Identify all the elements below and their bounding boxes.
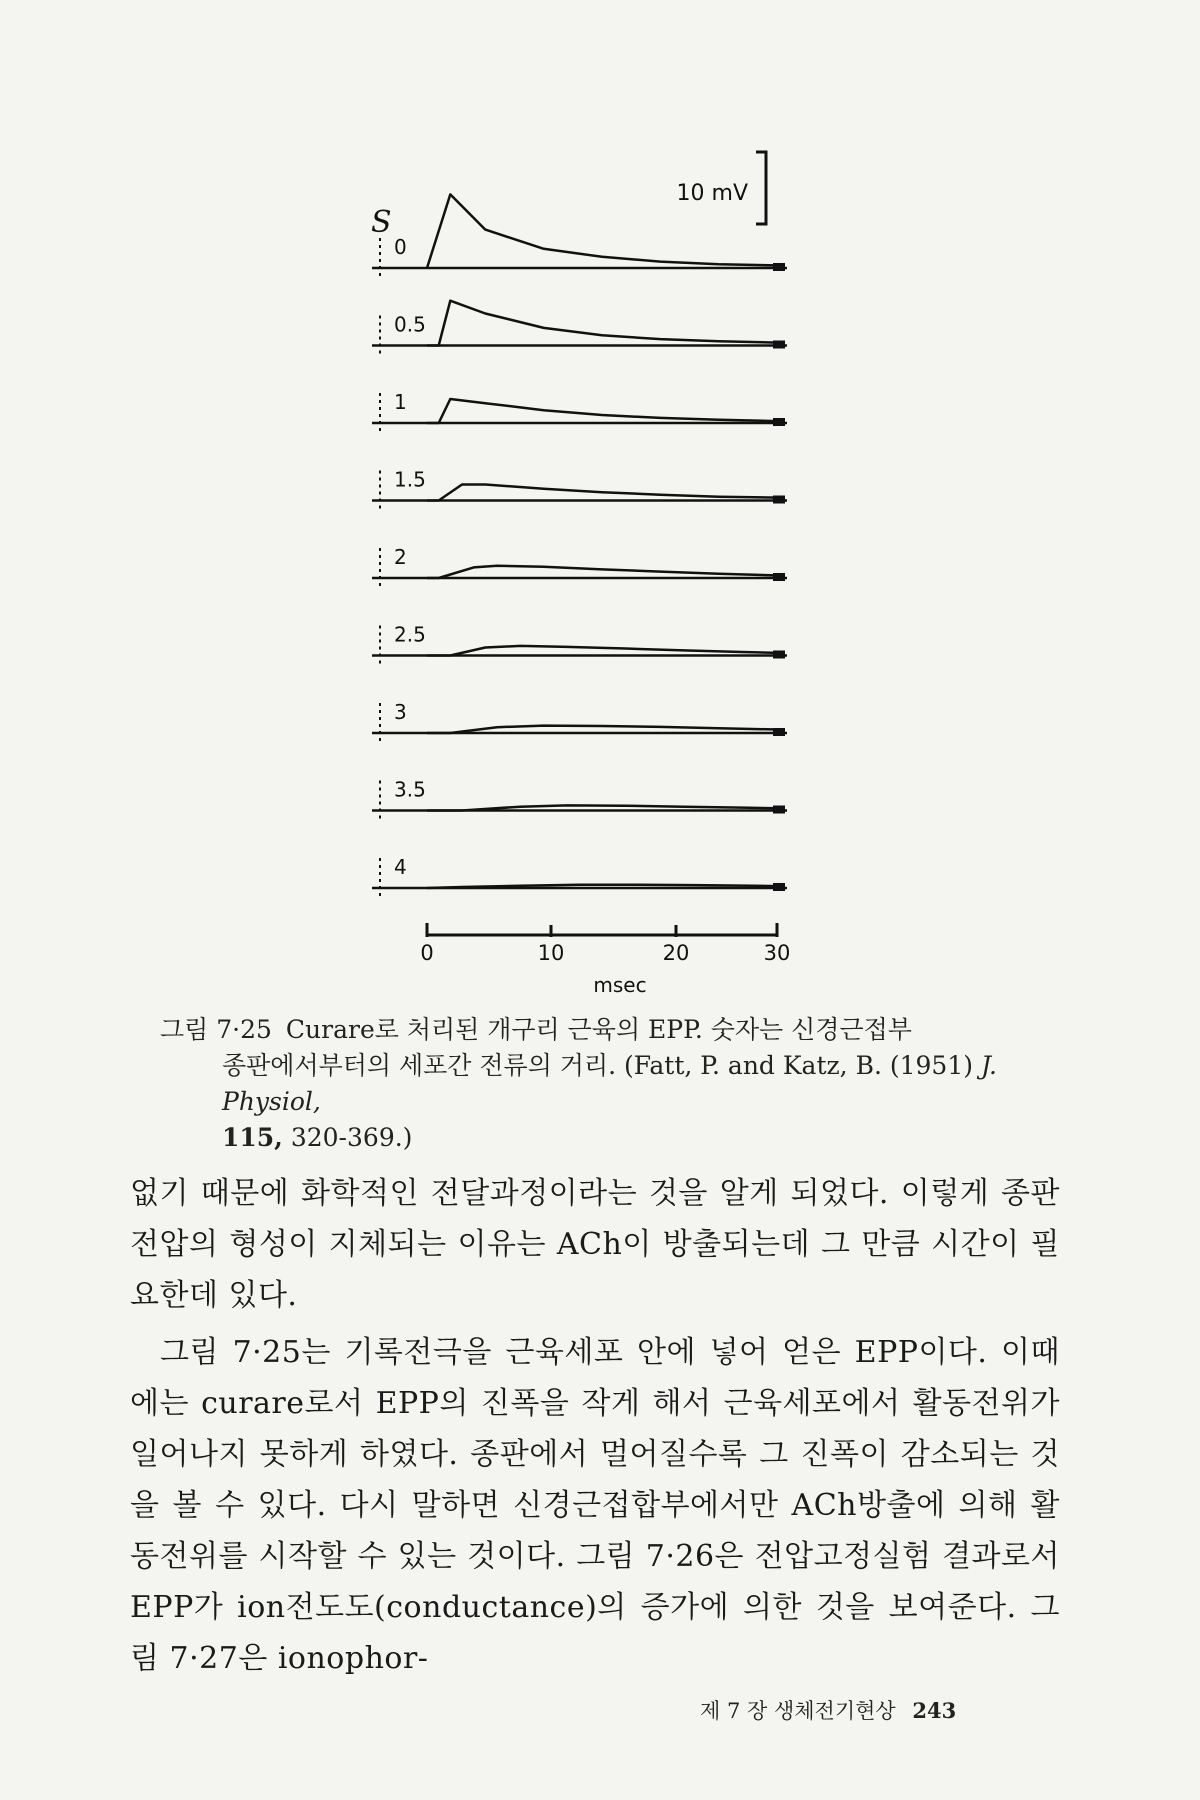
body-text xyxy=(130,1168,1060,1684)
x-tick-label: 10 xyxy=(537,941,565,965)
page-footer xyxy=(700,1695,956,1725)
caption-label: 그림 7·25 xyxy=(160,1015,272,1044)
caption-line1: Curare로 처리된 개구리 근육의 EPP. 숫자는 신경근접부 xyxy=(285,1015,912,1044)
trace-end-mark xyxy=(773,573,785,581)
scale-bar xyxy=(677,152,766,224)
trace-end-mark xyxy=(773,418,785,426)
trace-end-mark xyxy=(773,728,785,736)
x-tick-label: 0 xyxy=(420,941,434,965)
trace-distance-label: 1 xyxy=(394,390,407,414)
stimulus-label: S xyxy=(371,205,392,240)
trace-end-mark xyxy=(773,651,785,659)
epp-trace-2 xyxy=(427,566,777,578)
paragraph: 없기 때문에 화학적인 전달과정이라는 것을 알게 되었다. 이렇게 종판전압의 형성이 지체되는 이유는 ACh이 방출되는데 그 만큼 시간이 필요한데 있다. xyxy=(130,1176,1060,1313)
epp-trace-0-5 xyxy=(427,301,777,346)
x-axis-label: msec xyxy=(593,973,647,997)
trace-distance-label: 1.5 xyxy=(394,467,426,492)
paragraph: 그림 7·25는 기록전극을 근육세포 안에 넣어 얻은 EPP이다. 이때에는 curare로서 EPP의 진폭을 작게 해서 근육세포에서 활동전위가 일어나지 못하게 하였다. 종판에서 멀어질수록 그 진폭이 감소되는 것을 볼 수 있다. 다시 말하면 신경근접합부에서만 ACh방출에 의해 활동전위를 시작할 수 있는 것이다. 그림 7·26은 전압고정실험 결과로서 EPP가 ion전도도(conductance)의 증가에 의한 것을 보여준다. 그림 7·27은 ionophor- xyxy=(130,1335,1060,1676)
x-tick-label: 30 xyxy=(763,941,791,965)
trace-end-mark xyxy=(773,806,785,814)
trace-distance-label: 4 xyxy=(394,855,407,879)
trace-distance-label: 3.5 xyxy=(394,777,426,802)
trace-end-mark xyxy=(773,341,785,349)
trace-group xyxy=(372,194,787,896)
time-axis xyxy=(420,923,790,997)
figure-caption xyxy=(160,1012,1060,1156)
caption-volume: 115, xyxy=(222,1123,283,1152)
trace-end-mark xyxy=(773,496,785,504)
scale-bar-label: 10 mV xyxy=(676,181,748,206)
chapter-title: 제 7 장 생체전기현상 xyxy=(700,1699,896,1723)
x-tick-label: 20 xyxy=(662,941,690,965)
trace-distance-label: 2 xyxy=(394,545,407,569)
caption-journal: J. Physiol, xyxy=(222,1051,997,1116)
trace-distance-label: 3 xyxy=(394,700,407,724)
trace-distance-label: 2.5 xyxy=(394,622,426,647)
caption-line2: 종판에서부터의 세포간 전류의 거리. (Fatt, P. and Katz, B. (1951) xyxy=(222,1051,973,1080)
trace-distance-label: 0 xyxy=(394,235,407,259)
trace-distance-label: 0.5 xyxy=(394,312,426,337)
trace-end-mark xyxy=(773,883,785,891)
epp-trace-1-5 xyxy=(427,485,777,501)
epp-trace-1 xyxy=(427,399,777,423)
epp-trace-2-5 xyxy=(427,646,777,656)
page-number: 243 xyxy=(912,1698,957,1723)
caption-pages: 320-369.) xyxy=(290,1123,413,1152)
trace-end-mark xyxy=(773,263,785,271)
